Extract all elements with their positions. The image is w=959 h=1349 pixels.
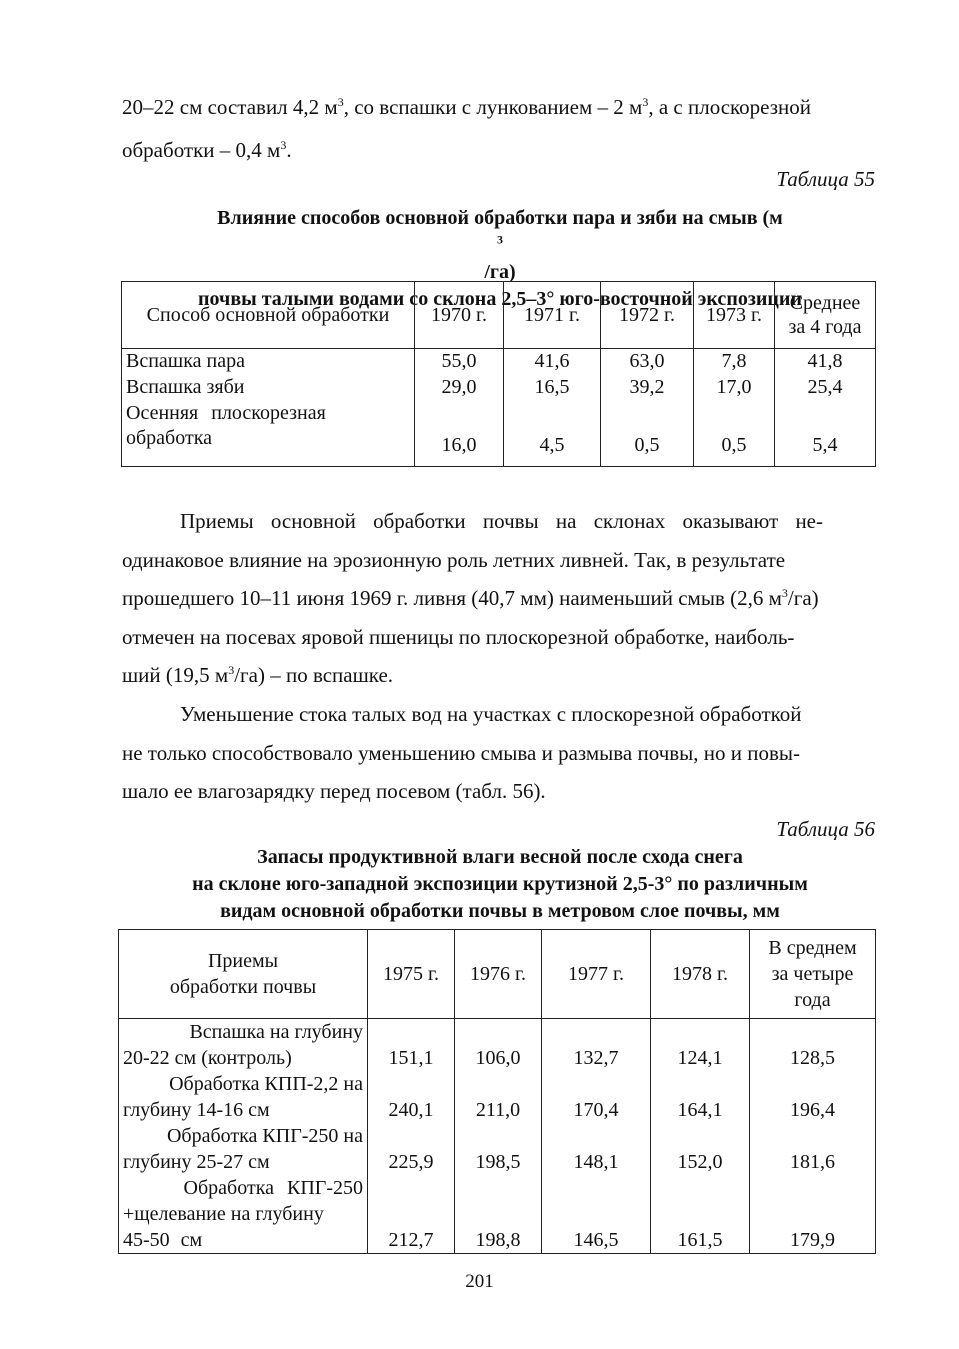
page-number: 201 — [465, 1271, 494, 1292]
table-55-title: Влияние способов основной обработки пара и зяби на смыв (м $^3$ /га) почвы талыми водами со склона 2,5–3° юго-восточной экспозиции — [198, 207, 802, 310]
table-cell: 25,4 — [775, 375, 876, 401]
column-header: 1973 г. — [694, 282, 775, 349]
column-header: 1976 г. — [455, 930, 542, 1019]
column-header: Среднее за 4 года — [775, 282, 876, 349]
table-cell: 39,2 — [601, 375, 694, 401]
table-cell: 148,1 — [542, 1123, 651, 1175]
table-row — [119, 1123, 876, 1175]
table-cell: 164,1 — [651, 1071, 750, 1123]
body-paragraph-1: Приемы основной обработки почвы на склонах оказывают не- одинаковое влияние на эрозионную роль летних ливней. Так, в результате прошедшего 10–11 июня 1969 г. ливня (40,7 мм) наименьший смыв (2,6 $м^3/га$) отмечен на посевах яровой пшеницы по плоскорезной обработке, наиболь- ший (19,5 $м^3/га$) – по вспашке. — [122, 509, 823, 687]
table-cell: 128,5 — [750, 1019, 876, 1072]
table-cell: 17,0 — [694, 375, 775, 401]
column-header: 1977 г. — [542, 930, 651, 1019]
table-cell: 151,1 — [368, 1019, 455, 1072]
table-row — [119, 1175, 876, 1254]
table-cell: 146,5 — [542, 1175, 651, 1254]
table-cell: 181,6 — [750, 1123, 876, 1175]
column-header: Способ основной обработки — [122, 282, 415, 349]
table-cell: 5,4 — [775, 401, 876, 467]
table-row — [119, 1071, 876, 1123]
column-header: 1970 г. — [415, 282, 504, 349]
table-cell: 7,8 — [694, 349, 775, 375]
table-56-label: Таблица 56 — [776, 817, 875, 841]
row-label: Вспашка пара — [122, 349, 415, 375]
table-cell: 161,5 — [651, 1175, 750, 1254]
table-cell: 0,5 — [601, 401, 694, 467]
table-56-header-row — [119, 930, 876, 1019]
intro-line-1: 20–22 см составил 4,2 $м^3$, со вспашки с лункованием – 2 $м^3$, а с плоскорезной — [122, 95, 812, 119]
table-55-label: Таблица 55 — [776, 167, 875, 191]
table-row — [122, 375, 876, 401]
table-cell: 41,8 — [775, 349, 876, 375]
table-row — [122, 349, 876, 375]
table-cell: 179,9 — [750, 1175, 876, 1254]
table-cell: 225,9 — [368, 1123, 455, 1175]
column-header: 1972 г. — [601, 282, 694, 349]
table-cell: 212,7 — [368, 1175, 455, 1254]
table-row — [119, 1019, 876, 1072]
intro-line-2: обработки – 0,4 $м^3$. — [122, 138, 292, 162]
column-header: 1978 г. — [651, 930, 750, 1019]
table-cell: 106,0 — [455, 1019, 542, 1072]
row-label: Вспашка зяби — [122, 375, 415, 401]
row-label: Осенняя плоскорезная обработка — [122, 401, 415, 467]
row-label: Обработка КПГ-250 +щелевание на глубину 45-50 см — [119, 1175, 368, 1254]
table-56-title: Запасы продуктивной влаги весной после схода снега на склоне юго-западной экспозиции крутизной 2,5-3° по различным видам основной обработки почвы в метровом слое почвы, мм — [192, 846, 808, 922]
table-56 — [118, 929, 876, 1254]
table-cell: 170,4 — [542, 1071, 651, 1123]
table-55-header-row — [122, 282, 876, 349]
table-cell: 16,5 — [504, 375, 601, 401]
table-55 — [121, 281, 876, 467]
table-cell: 211,0 — [455, 1071, 542, 1123]
table-cell: 0,5 — [694, 401, 775, 467]
table-row — [122, 401, 876, 467]
table-cell: 152,0 — [651, 1123, 750, 1175]
row-label: Обработка КПГ-250 на глубину 25-27 см — [119, 1123, 368, 1175]
table-cell: 196,4 — [750, 1071, 876, 1123]
table-cell: 41,6 — [504, 349, 601, 375]
table-cell: 4,5 — [504, 401, 601, 467]
table-cell: 55,0 — [415, 349, 504, 375]
table-cell: 16,0 — [415, 401, 504, 467]
table-cell: 124,1 — [651, 1019, 750, 1072]
column-header: 1975 г. — [368, 930, 455, 1019]
intro-paragraph — [122, 86, 878, 172]
table-cell: 198,8 — [455, 1175, 542, 1254]
column-header: В среднем за четыре года — [750, 930, 876, 1019]
row-label: Обработка КПП-2,2 на глубину 14-16 см — [119, 1071, 368, 1123]
column-header: 1971 г. — [504, 282, 601, 349]
table-cell: 240,1 — [368, 1071, 455, 1123]
table-cell: 29,0 — [415, 375, 504, 401]
table-cell: 132,7 — [542, 1019, 651, 1072]
table-cell: 63,0 — [601, 349, 694, 375]
table-cell: 198,5 — [455, 1123, 542, 1175]
row-label: Вспашка на глубину 20-22 см (контроль) — [119, 1019, 368, 1072]
column-header: Приемы обработки почвы — [119, 930, 368, 1019]
body-paragraph-2: Уменьшение стока талых вод на участках с плоскорезной обработкой не только способствовало уменьшению смыва и размыва почвы, но и повы- шало ее влагозарядку перед посевом (табл. 56). — [122, 702, 802, 803]
